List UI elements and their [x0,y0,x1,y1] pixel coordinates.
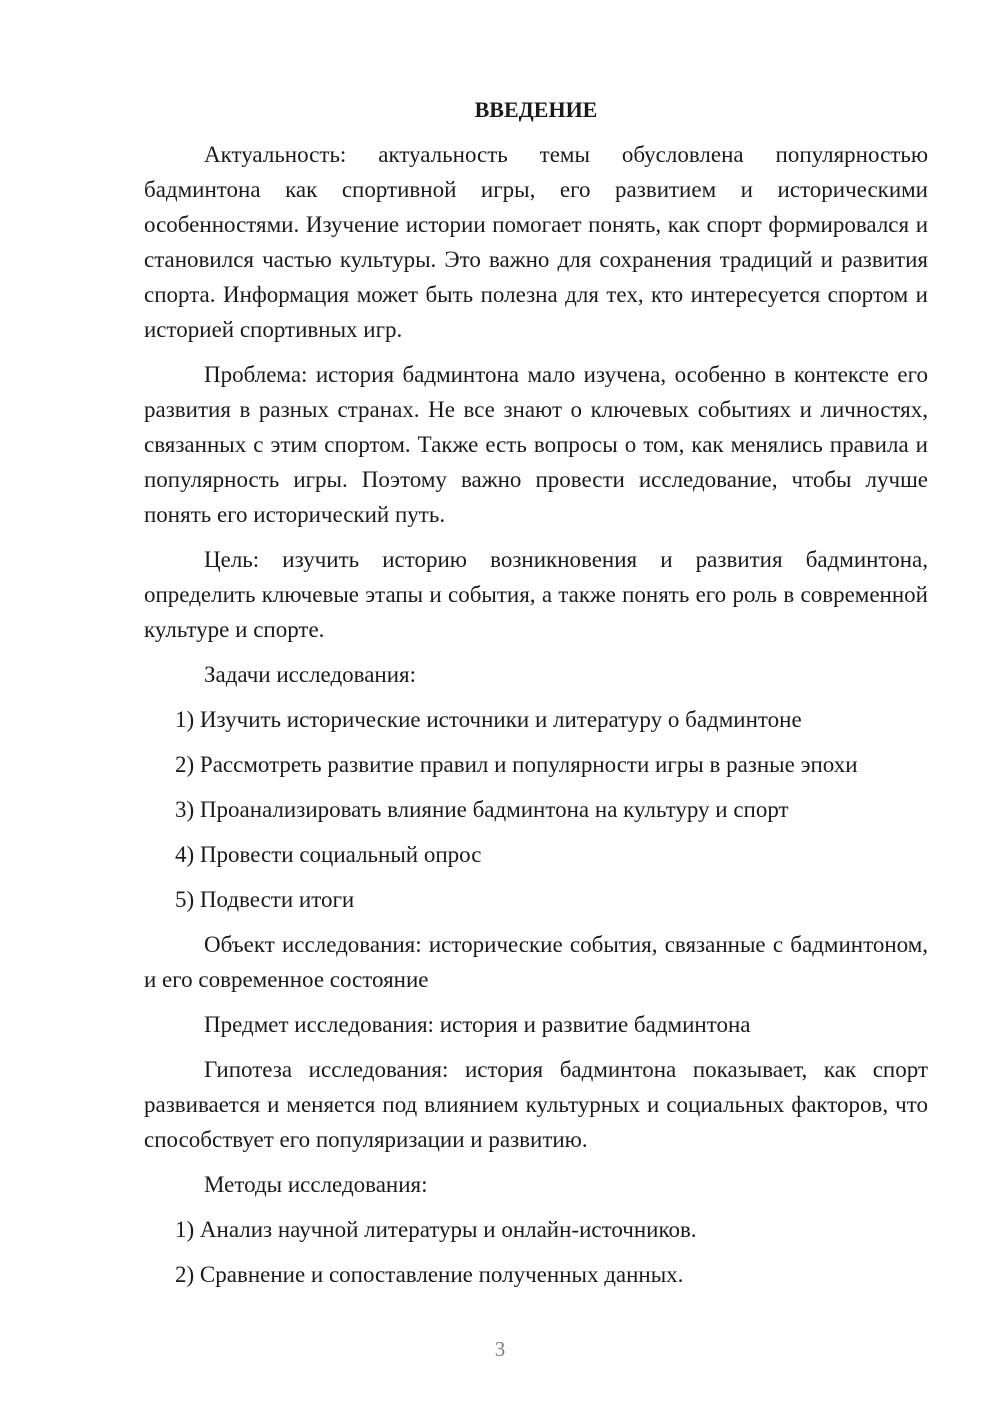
page-content [144,92,928,1302]
subject-paragraph: Предмет исследования: история и развитие бадминтона [204,1012,751,1037]
task-item: 1) Изучить исторические источники и литературу о бадминтоне [175,707,802,732]
section-heading: ВВЕДЕНИЕ [474,97,598,122]
hypothesis-paragraph: Гипотеза исследования: история бадминтона показывает, как спорт развивается и меняется под влиянием культурных и социальных факторов, что способствует его популяризации и развитию. [144,1057,928,1152]
task-item: 3) Проанализировать влияние бадминтона на культуру и спорт [175,797,789,822]
methods-title: Методы исследования: [204,1172,428,1197]
object-paragraph: Объект исследования: исторические события, связанные с бадминтоном, и его современное состояние [144,932,928,992]
relevance-paragraph: Актуальность: актуальность темы обусловлена популярностью бадминтона как спортивной игры, его развитием и историческими особенностями. Изучение истории помогает понять, как спорт формировался и становился частью культуры. Это важно для сохранения традиций и развития спорта. Информация может быть полезна для тех, кто интересуется спортом и историей спортивных игр. [144,142,928,342]
tasks-title: Задачи исследования: [204,662,417,687]
page-number: 3 [494,1337,506,1361]
method-item: 1) Анализ научной литературы и онлайн-источников. [175,1217,697,1242]
task-item: 2) Рассмотреть развитие правил и популярности игры в разные эпохи [175,752,858,777]
method-item: 2) Сравнение и сопоставление полученных данных. [175,1262,684,1287]
goal-paragraph: Цель: изучить историю возникновения и развития бадминтона, определить ключевые этапы и события, а также понять его роль в современной культуре и спорте. [144,547,928,642]
problem-paragraph: Проблема: история бадминтона мало изучена, особенно в контексте его развития в разных странах. Не все знают о ключевых событиях и личностях, связанных с этим спортом. Также есть вопросы о том, как менялись правила и популярность игры. Поэтому важно провести исследование, чтобы лучше понять его исторический путь. [144,362,928,527]
task-item: 5) Подвести итоги [175,887,355,912]
task-item: 4) Провести социальный опрос [175,842,482,867]
